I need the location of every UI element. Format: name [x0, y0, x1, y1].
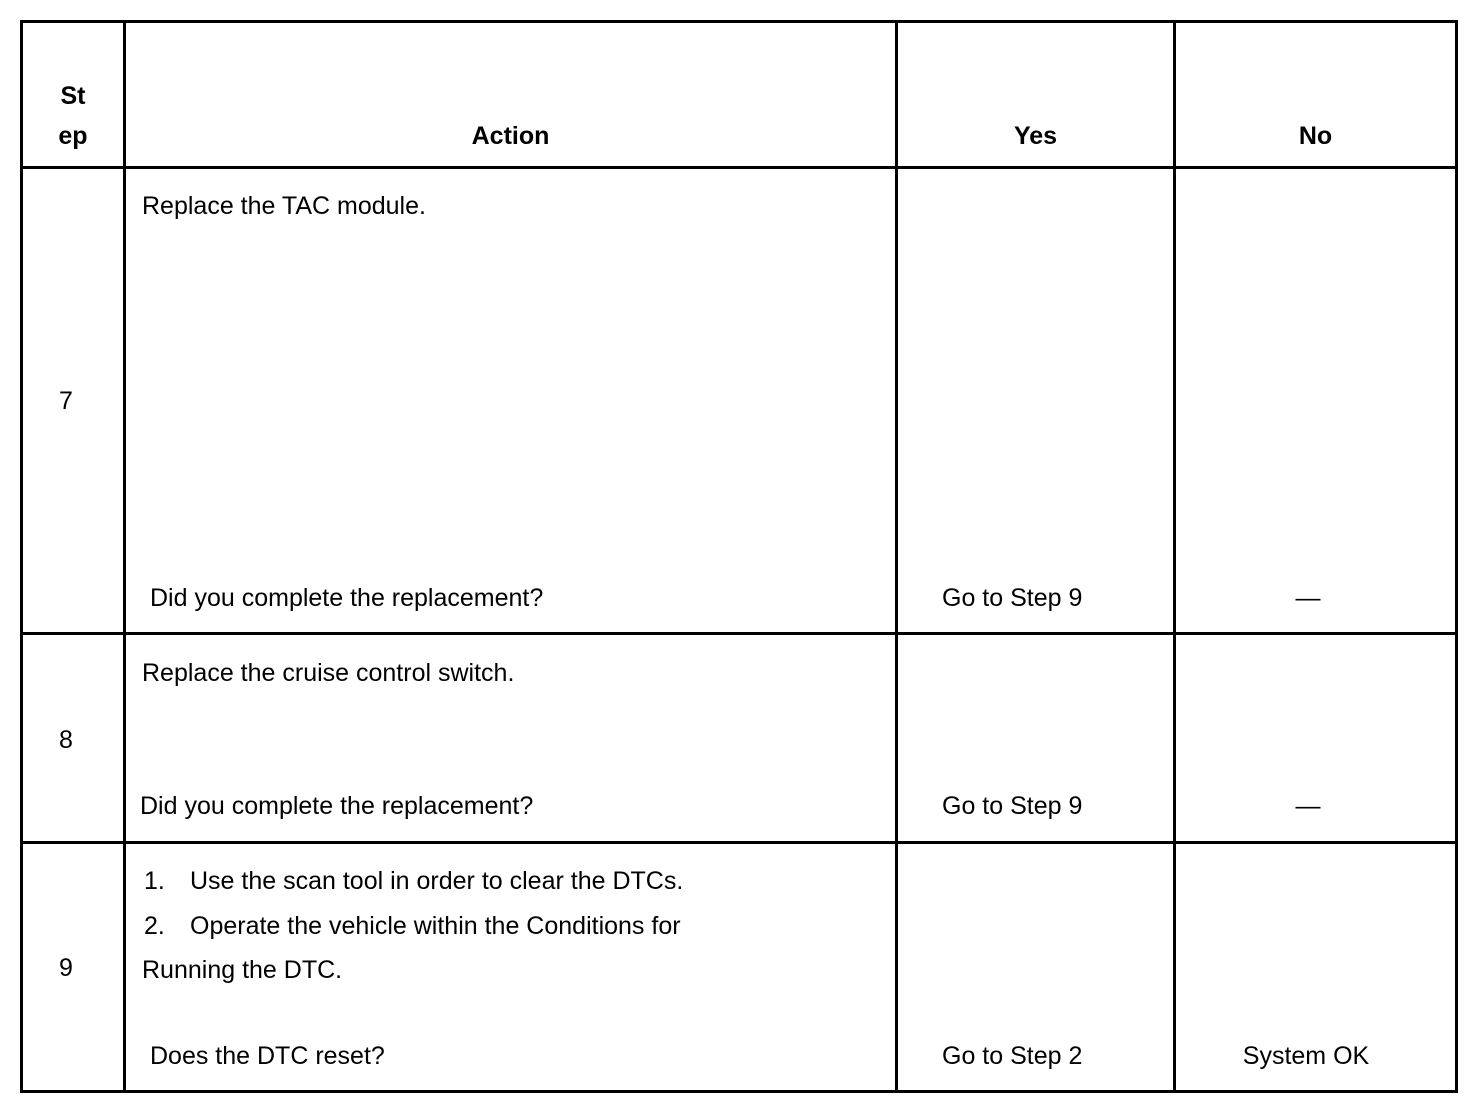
row8-step: 8 [59, 726, 73, 754]
row8-no: — [1295, 792, 1321, 820]
row7-action: Replace the TAC module. [142, 192, 426, 220]
row8-action: Replace the cruise control switch. [142, 659, 515, 687]
rule-header-bottom [20, 166, 1458, 169]
rule-top [20, 20, 1458, 23]
rule-row7-bottom [20, 632, 1458, 635]
header-action: Action [471, 122, 550, 150]
rule-col1 [123, 20, 126, 1093]
row7-step: 7 [59, 387, 73, 415]
rule-row8-bottom [20, 841, 1458, 844]
header-step-line2: ep [58, 122, 88, 150]
header-step-line1: St [60, 82, 86, 110]
row7-no: — [1295, 584, 1321, 612]
rule-left [20, 20, 23, 1093]
rule-right [1455, 20, 1458, 1093]
header-no: No [1298, 122, 1333, 150]
row9-item2-number: 2. [144, 912, 165, 940]
row9-question: Does the DTC reset? [150, 1042, 385, 1070]
row9-yes: Go to Step 2 [942, 1042, 1083, 1070]
header-yes: Yes [1013, 122, 1058, 150]
rule-col2 [895, 20, 898, 1093]
row9-item1-text: Use the scan tool in order to clear the DTCs. [190, 867, 684, 895]
row8-yes: Go to Step 9 [942, 792, 1083, 820]
row9-step: 9 [59, 954, 73, 982]
row9-continuation: Running the DTC. [142, 956, 343, 984]
rule-bottom [20, 1090, 1458, 1093]
row8-question: Did you complete the replacement? [140, 792, 534, 820]
row7-question: Did you complete the replacement? [150, 584, 544, 612]
row9-item1-number: 1. [144, 867, 165, 895]
rule-col3 [1173, 20, 1176, 1093]
row7-yes: Go to Step 9 [942, 584, 1083, 612]
row9-item2-text: Operate the vehicle within the Conditions for [190, 912, 681, 940]
row9-no: System OK [1242, 1042, 1370, 1070]
